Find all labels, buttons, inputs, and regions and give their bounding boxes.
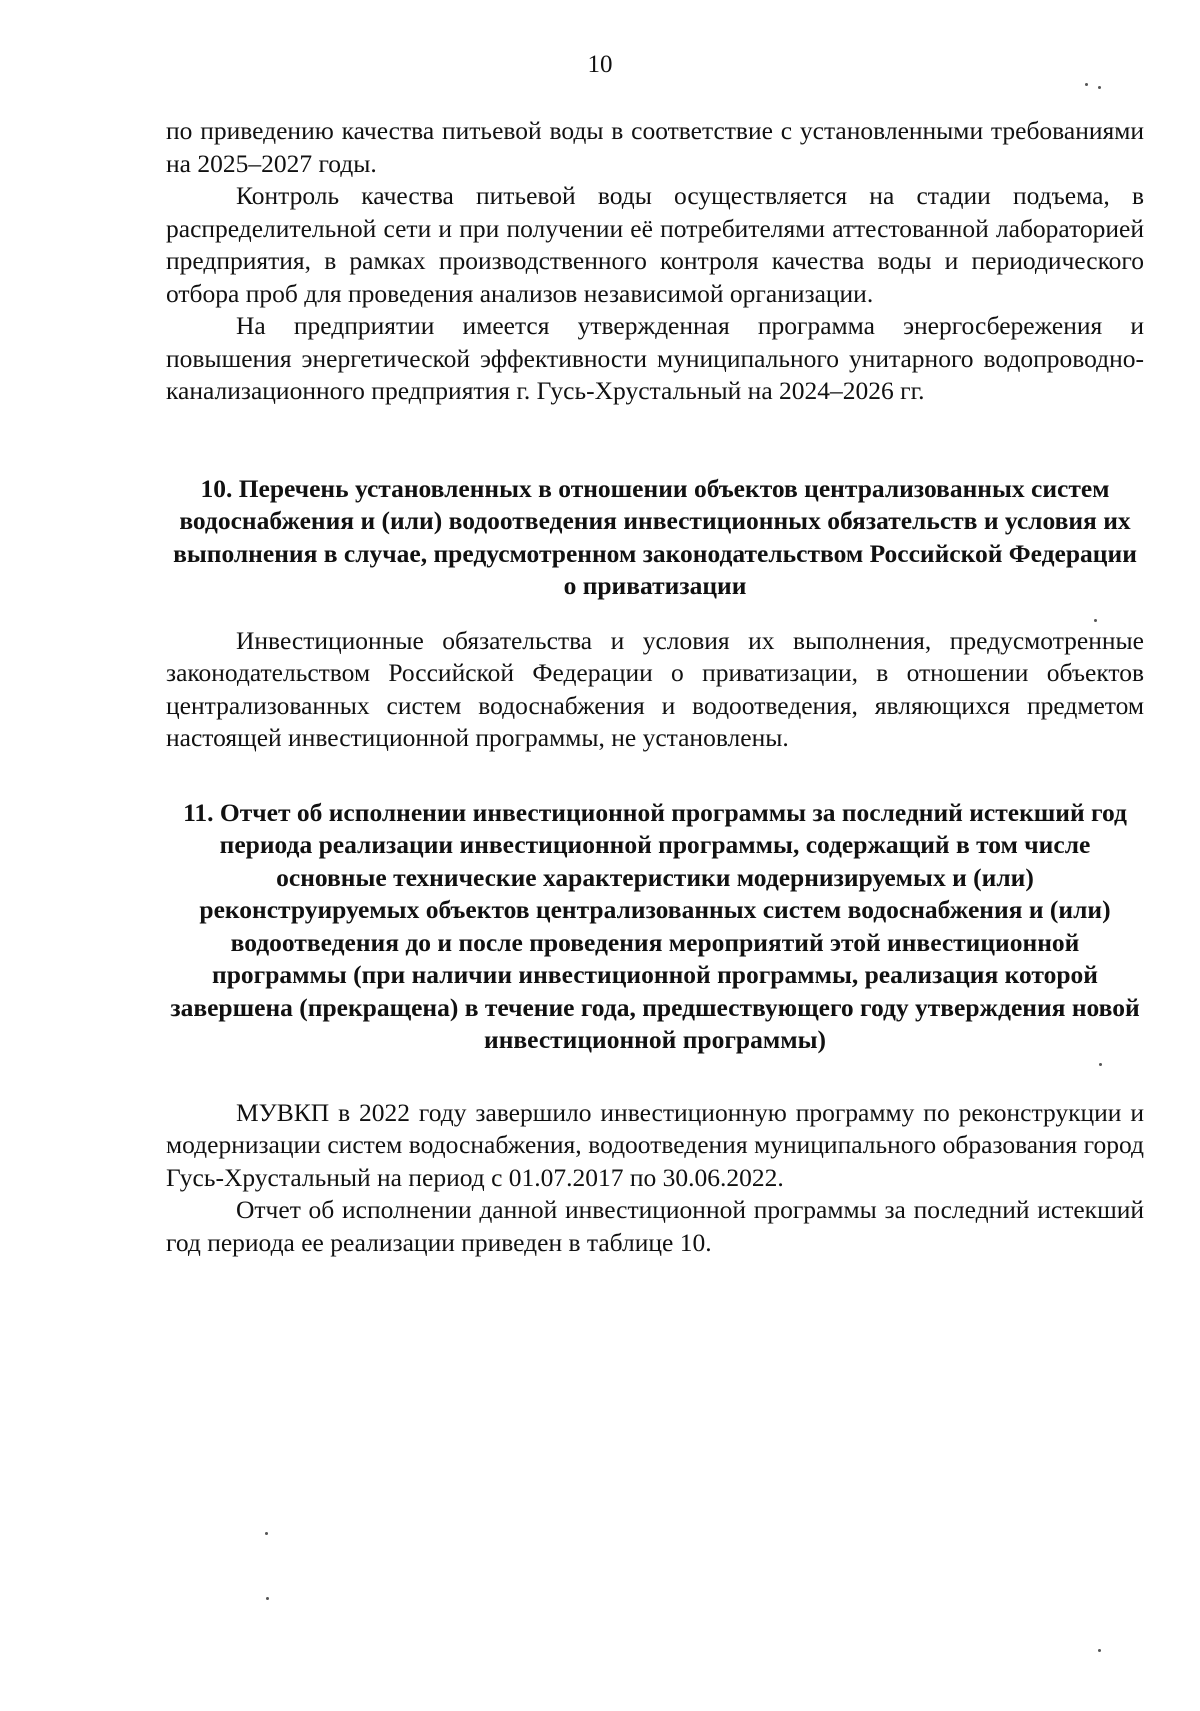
quality-control-paragraph: Контроль качества питьевой воды осуществляется на стадии подъема, в распределительной сети и при получении её потребителями аттестованной лабораторией предприятия, в рамках производственного контроля качества воды и периодического отбора проб для проведения анализов независимой организации. (166, 181, 1144, 308)
page-content (166, 115, 1144, 1259)
scan-speck (1094, 619, 1097, 622)
scan-speck (1099, 1063, 1102, 1066)
section-10-paragraph: Инвестиционные обязательства и условия их выполнения, предусмотренные законодательством Российской Федерации о приватизации, в отношении объектов централизованных систем водоснабжения и водоотведения, являющихся предметом настоящей инвестиционной программы, не установлены. (166, 625, 1144, 752)
section-11-paragraph-completion: МУВКП в 2022 году завершило инвестиционную программу по реконструкции и модернизации систем водоснабжения, водоотведения муниципального образования город Гусь-Хрустальный на период с 01.07.2017 по 30.06.2022. (166, 1097, 1144, 1192)
scan-speck (265, 1532, 268, 1535)
scan-speck (1098, 1649, 1101, 1652)
section-11-paragraph-report: Отчет об исполнении данной инвестиционной программы за последний истекший год периода ее реализации приведен в таблице 10. (166, 1195, 1144, 1257)
energy-program-paragraph: На предприятии имеется утвержденная программа энергосбережения и повышения энергетической эффективности муниципального унитарного водопроводно-канализационного предприятия г. Гусь-Хрустальный на 2024–2026 гг. (166, 311, 1144, 405)
scan-speck (1098, 86, 1101, 89)
section-11-heading: 11. Отчет об исполнении инвестиционной программы за последний истекший год периода реализации инвестиционной программы, содержащий в том числе основные технические характеристики модернизируемых и (или) реконструируемых объектов централизованных систем водоснабжения и (или) водоотведения до и после проведения мероприятий этой инвестиционной программы (при наличии инвестиционной программы, реализация которой завершена (прекращена) в течение года, предшествующего году утверждения новой инвестиционной программы) (170, 797, 1140, 1054)
scan-speck (1085, 83, 1088, 86)
section-10-heading: 10. Перечень установленных в отношении объектов централизованных систем водоснабжения и (или) водоотведения инвестиционных обязательств и условия их выполнения в случае, предусмотренном законодательством Российской Федерации о приватизации (173, 473, 1137, 600)
scan-speck (266, 1597, 269, 1600)
page-number: 10 (587, 51, 613, 78)
intro-continuation-paragraph: по приведению качества питьевой воды в соответствие с установленными требованиями на 2025–2027 годы. (166, 116, 1144, 178)
